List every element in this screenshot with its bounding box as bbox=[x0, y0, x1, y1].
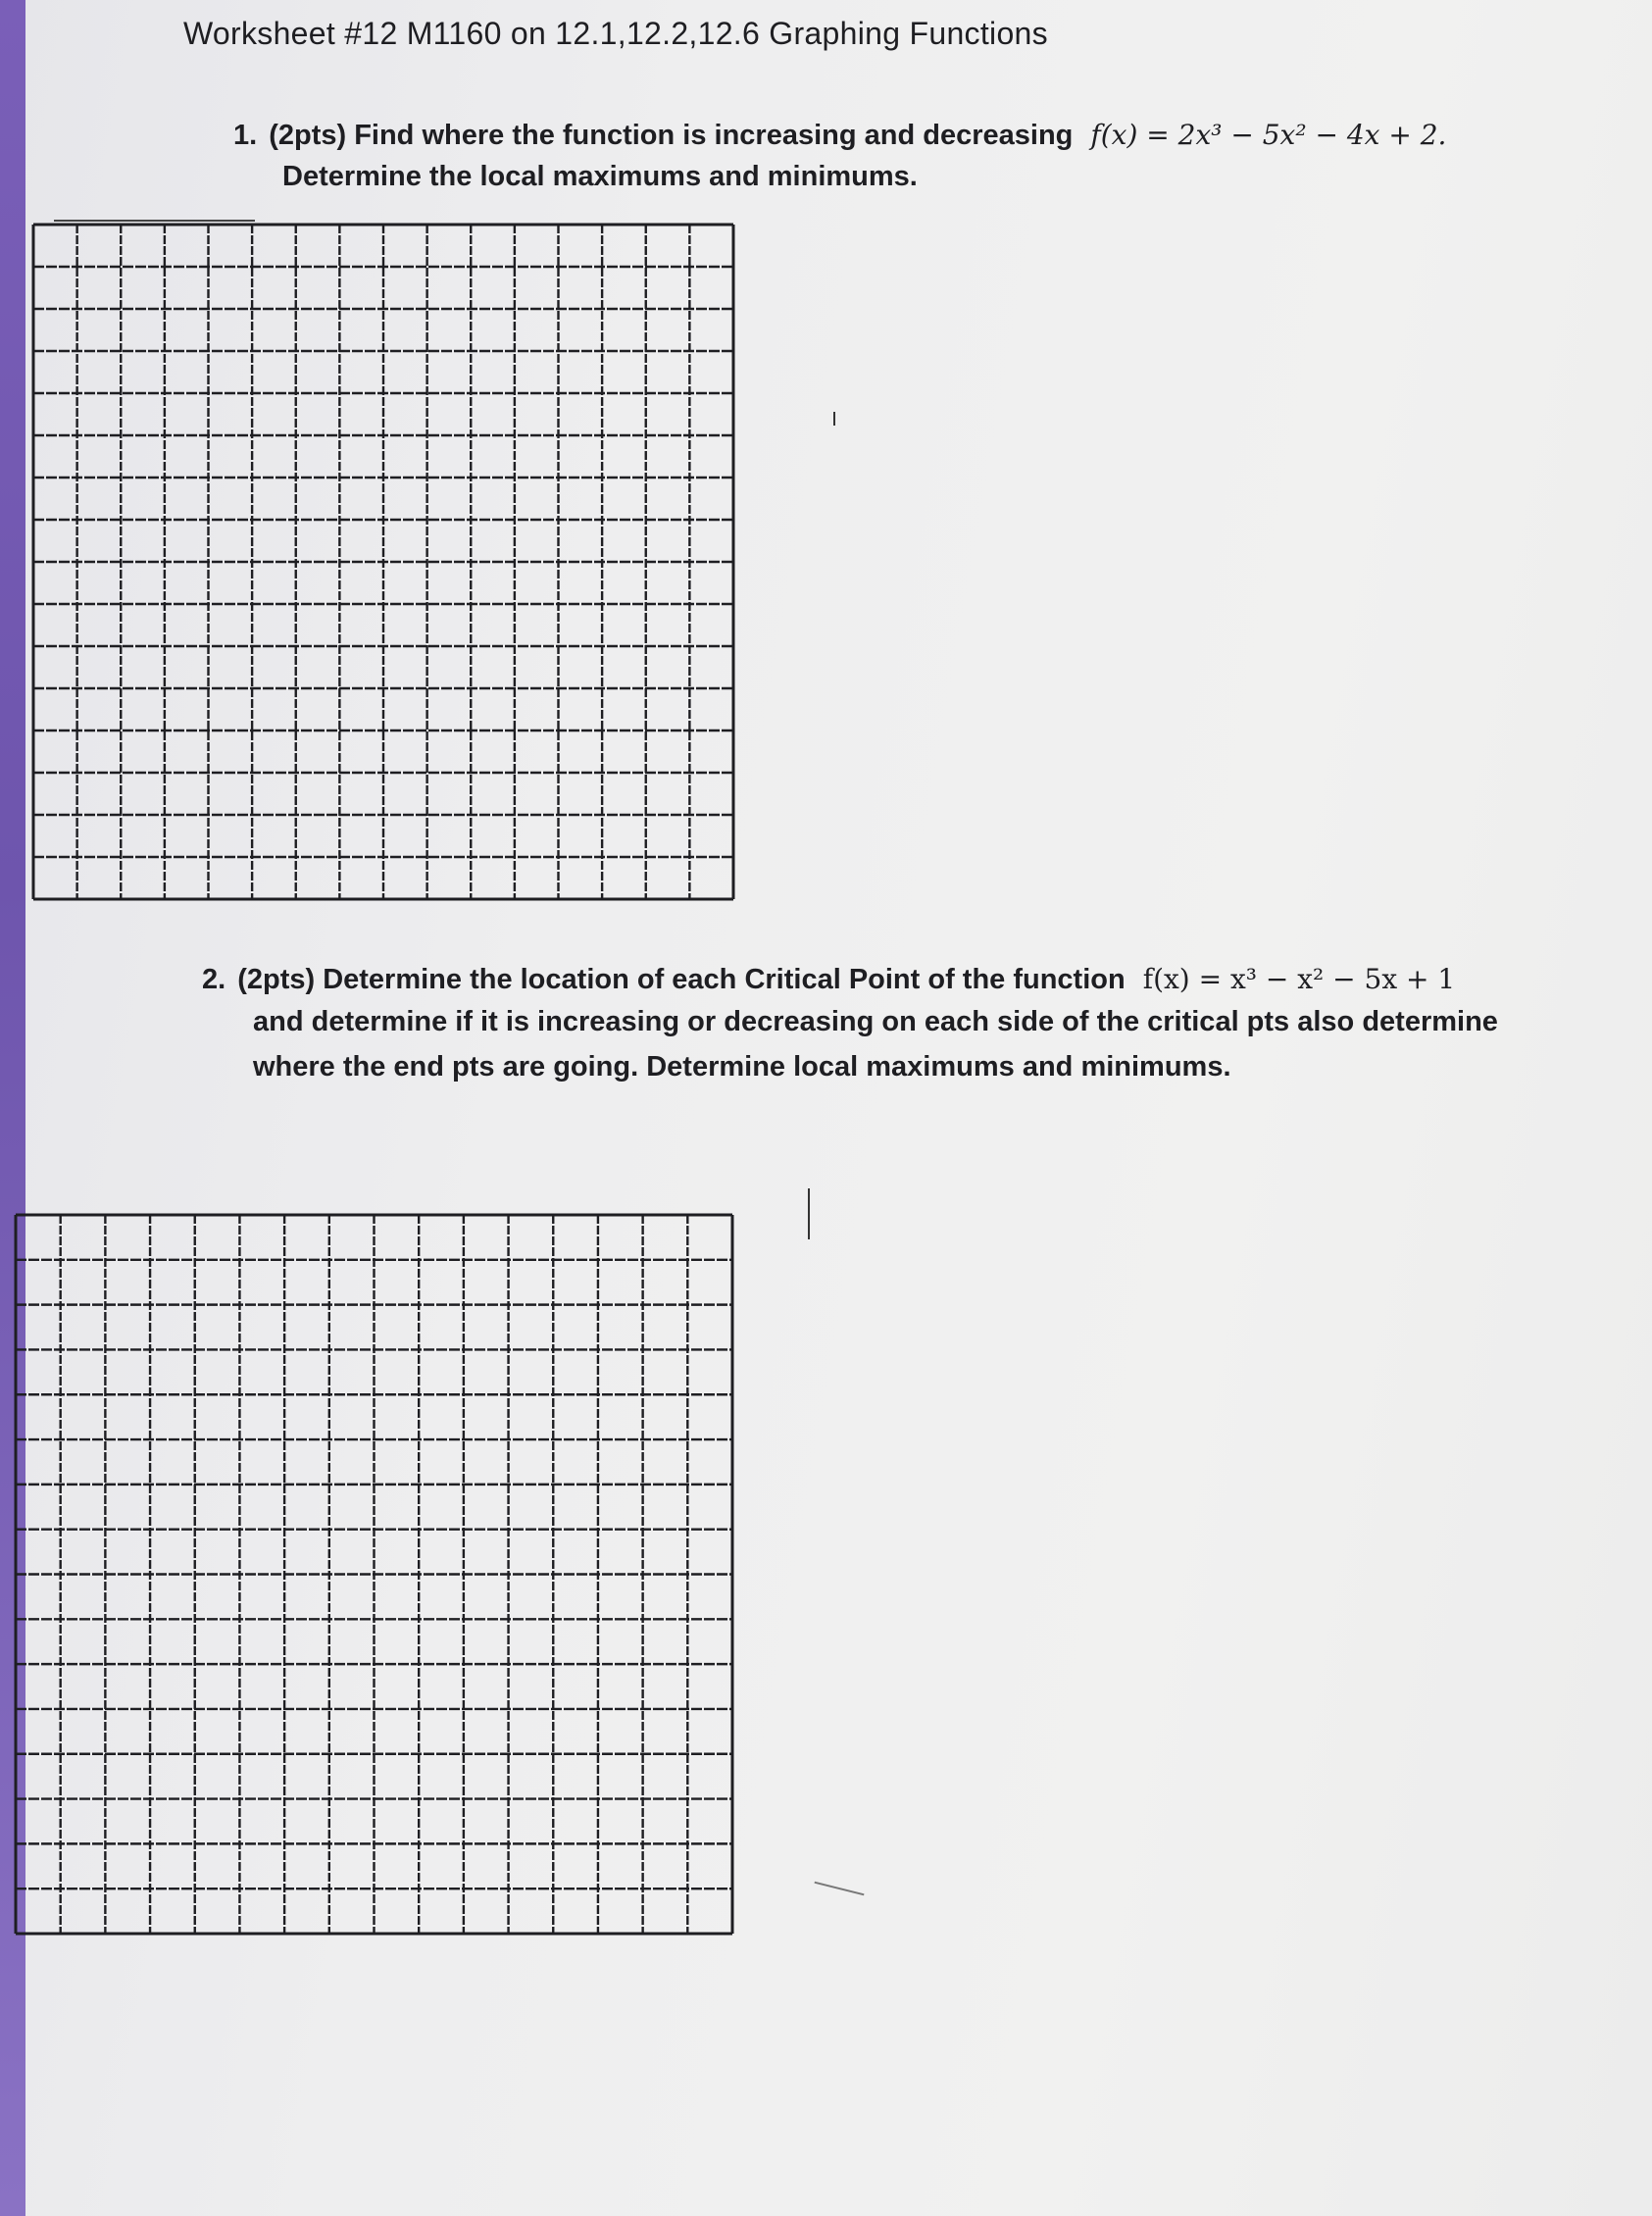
graph-grid-2-svg bbox=[12, 1211, 736, 1938]
question-1-prompt-line bbox=[233, 114, 1446, 157]
question-2-prompt: (2pts) Determine the location of each Critical Point of the function bbox=[237, 964, 1126, 995]
worksheet-title: Worksheet #12 M1160 on 12.1,12.2,12.6 Graphing Functions bbox=[183, 16, 1048, 51]
question-2-number: 2. bbox=[202, 964, 226, 995]
question-2-function: f(x) = x³ − x² − 5x + 1 bbox=[1142, 963, 1456, 995]
question-2-prompt-line bbox=[202, 958, 1455, 1001]
question-1-function: f(x) = 2x³ − 5x² − 4x + 2. bbox=[1090, 119, 1447, 151]
stray-mark bbox=[833, 412, 835, 426]
stray-mark bbox=[815, 1882, 865, 1896]
graph-grid-1-svg bbox=[29, 221, 737, 903]
question-1-number: 1. bbox=[233, 120, 258, 151]
graph-grid-1 bbox=[29, 221, 737, 903]
question-1-instruction: Determine the local maximums and minimums. bbox=[282, 161, 918, 192]
stray-mark bbox=[808, 1188, 810, 1239]
graph-grid-2 bbox=[12, 1211, 736, 1938]
question-2-line-3: where the end pts are going. Determine local maximums and minimums. bbox=[253, 1051, 1231, 1083]
question-1-prompt: (2pts) Find where the function is increasing and decreasing bbox=[269, 120, 1074, 151]
question-2-line-2: and determine if it is increasing or decreasing on each side of the critical pts also determine bbox=[253, 1006, 1498, 1037]
